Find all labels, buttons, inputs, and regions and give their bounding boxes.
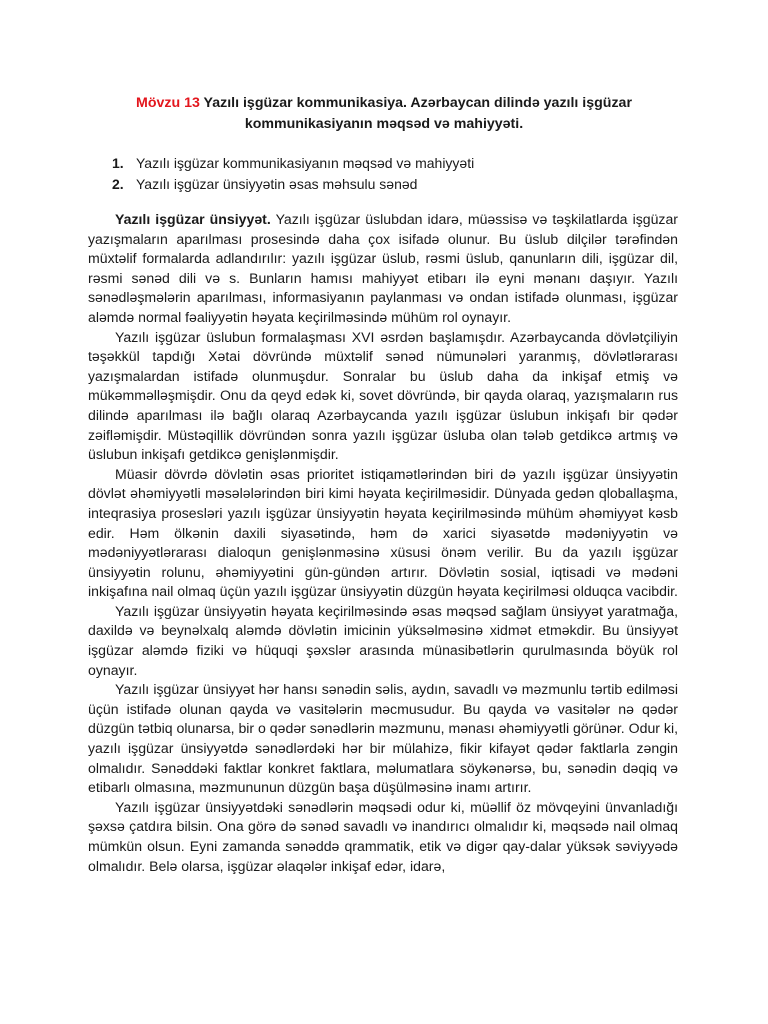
paragraph: Yazılı işgüzar üslubun formalaşması XVI əsrdən başlamışdır. Azərbaycanda dövlətçiliyin təşəkkül tapdığı Xətai dövründə müxtəlif sənəd nümunələri yaranmış, dövlətlərarası yazışmalardan istifadə olunmuşdur. Sonralar bu üslub daha da inkişaf etmiş və mükəmməlləşmişdir. Onu da qeyd edək ki, sovet dövründə, bir qayda olaraq, yazışmaların rus dilində aparılması ilə bağlı olaraq Azərbaycanda yazılı işgüzar üslubun inkişafı bir qədər zəifləmişdir. Müstəqillik dövründən sonra yazılı işgüzar üsluba olan tələb getdikcə artmış və üslubun inkişafı getdikcə genişlənmişdir.: [88, 328, 678, 463]
list-item-text: Yazılı işgüzar ünsiyyətin əsas məhsulu sənəd: [136, 176, 418, 192]
body-text: [88, 210, 678, 876]
lead-term: Yazılı işgüzar ünsiyyət.: [115, 211, 271, 227]
paragraph-text: Yazılı işgüzar üslubdan idarə, müəssisə və təşkilatlarda işgüzar yazışmaların aparılması prosesində daha çox isifadə olunur. Bu üslub dilçilər tərəfindən müxtəlif formalarda adlandırılır: yazılı işgüzar üslub, rəsmi üslub, qanunların dili, işgüzar dil, rəsmi sənəd dili və s. Bunların hamısı mahiyyət etibarı ilə eyni mənanı daşıyır. Yazılı sənədləşmələrin aparılması, informasiyanın paylanması və ondan istifadə olunması, işgüzar aləmdə normal fəaliyyətin həyata keçirilməsində mühüm rol oynayır.: [88, 211, 678, 325]
list-item-text: Yazılı işgüzar kommunikasiyanın məqsəd və mahiyyəti: [136, 155, 475, 171]
paragraph: Yazılı işgüzar ünsiyyətin həyata keçirilməsində əsas məqsəd sağlam ünsiyyət yaratmağa, daxildə və beynəlxalq aləmdə dövlətin imicinin yüksəlməsinə xidmət etməkdir. Bu ünsiyyət işgüzar aləmdə fiziki və hüquqi şəxslər arasında münasibətlərin qurulmasında böyük rol oynayır.: [88, 602, 678, 678]
list-item-number: 1.: [112, 155, 124, 171]
title-text: Yazılı işgüzar kommunikasiya. Azərbaycan dilində yazılı işgüzar kommunikasiyanın məqsəd və mahiyyəti.: [199, 95, 632, 132]
paragraph: [88, 210, 678, 328]
list-item-number: 2.: [112, 176, 124, 192]
page-title: [90, 93, 678, 135]
paragraph: Yazılı işgüzar ünsiyyət hər hansı sənədin səlis, aydın, savadlı və məzmunlu tərtib edilməsi üçün istifadə olunan qayda və vasitələrin məcmusudur. Bu qayda və vasitələr nə qədər düzgün tətbiq olunarsa, bir o qədər sənədlərin məzmunu, mənası əhəmiyyətli görünər. Odur ki, yazılı işgüzar ünsiyyətdə sənədlərdəki hər bir mülahizə, fikir kifayət qədər faktlarla zəngin olmalıdır. Sənəddəki faktlar konkret faktlara, məlumatlara söykənərsə, bu, sənədin dəqiq və etibarlı olmasına, məzmununun düzgün başa düşülməsinə inamı artırır.: [88, 681, 678, 796]
list-item: [112, 174, 474, 195]
topic-label: Mövzu 13: [136, 95, 200, 111]
list-item: [112, 153, 474, 174]
paragraph: Yazılı işgüzar ünsiyyətdəki sənədlərin məqsədi odur ki, müəllif öz mövqeyini ünvanladığı şəxsə çatdıra bilsin. Ona görə də sənəd savadlı və inandırıcı olmalıdır ki, məqsədə nail olmaq mümkün olsun. Eyni zamanda sənəddə qrammatik, etik və digər qay-dalar yüksək səviyyədə olmalıdır. Belə olarsa, işgüzar əlaqələr inkişaf edər, idarə,: [88, 798, 678, 874]
paragraph: Müasir dövrdə dövlətin əsas prioritet istiqamətlərindən biri də yazılı işgüzar ünsiyyətin dövlət əhəmiyyətli məsələlərindən biri kimi həyata keçirilməsidir. Dünyada gedən qloballaşma, inteqrasiya prosesləri yazılı işgüzar ünsiyyətin həyata keçirilməsində mühüm əhəmiyyət kəsb edir. Həm ölkənin daxili siyasətində, həm də xarici siyasətdə mədəniyyətin və mədəniyyətlərarası dialoqun genişlənməsinə xüsusi önəm verilir. Bu da yazılı işgüzar ünsiyyətin rolunu, əhəmiyyətini gün-gündən artırır. Dövlətin sosial, iqtisadi və mədəni inkişafına nail olmaq üçün yazılı işgüzar ünsiyyətin düzgün həyata keçirilməsi olduqca vacibdir.: [88, 465, 678, 600]
question-list: [112, 153, 474, 195]
